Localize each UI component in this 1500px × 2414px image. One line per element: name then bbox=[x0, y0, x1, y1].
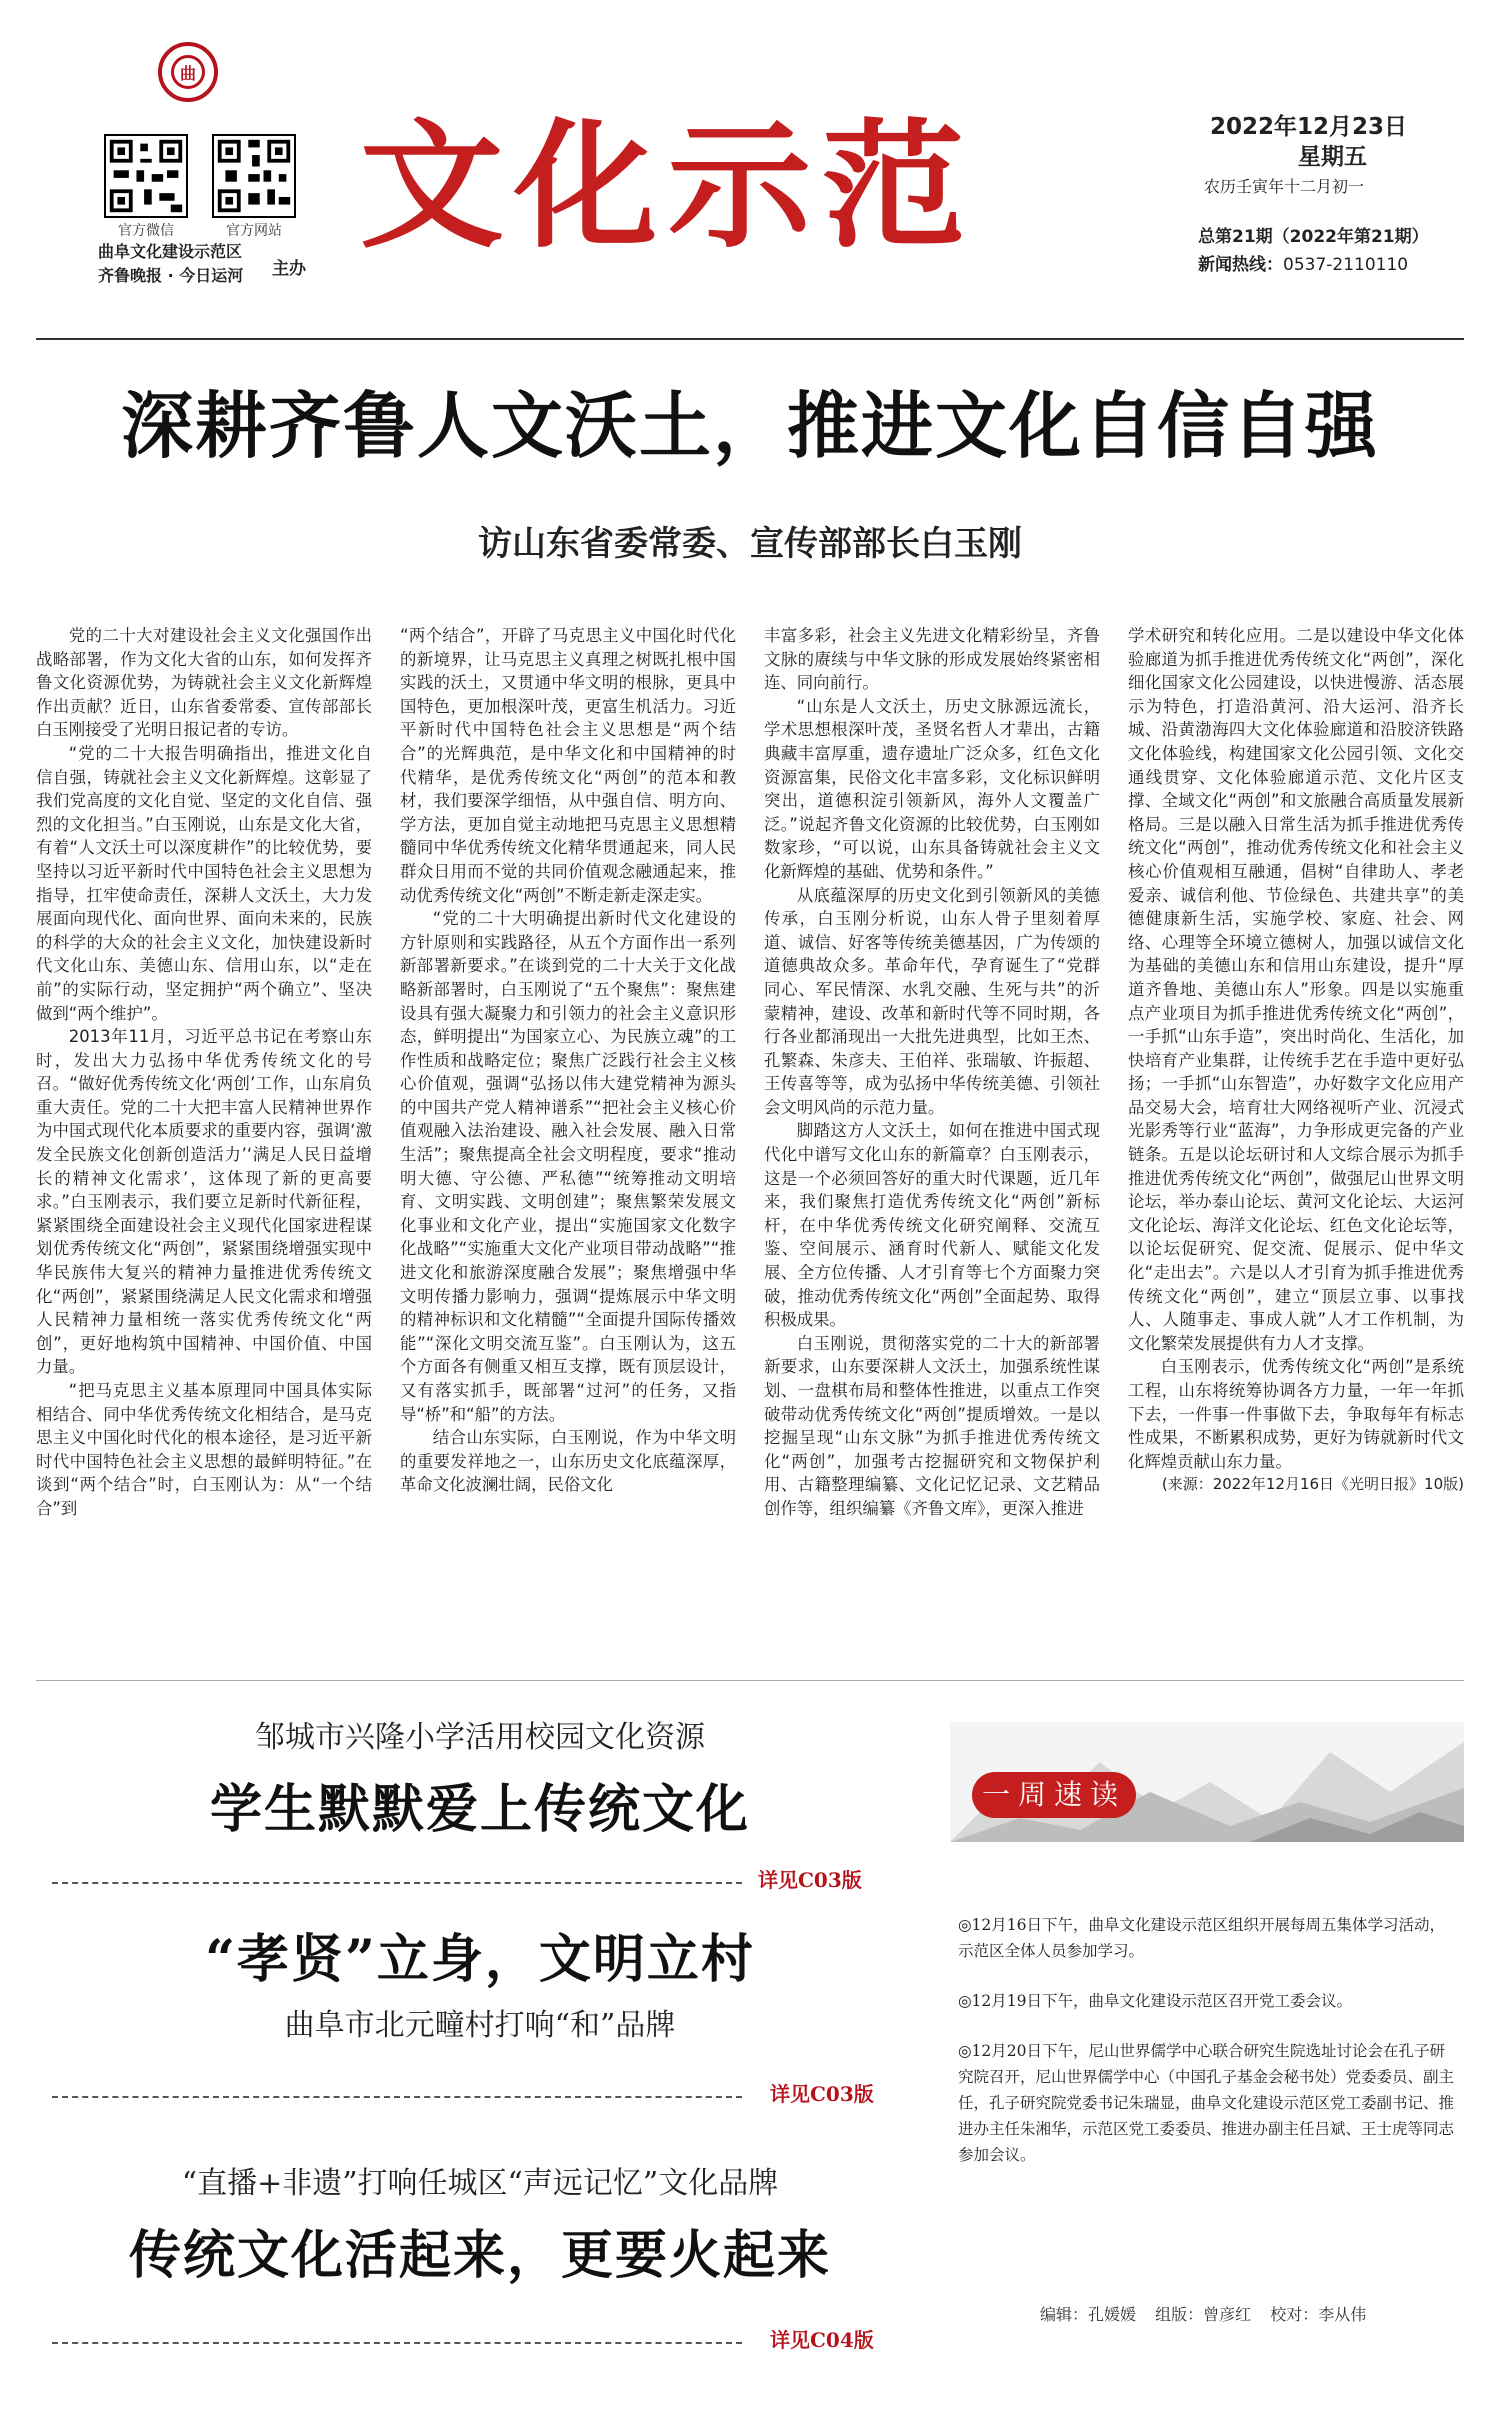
website-qr-label: 官方网站 bbox=[226, 223, 282, 239]
article-column bbox=[400, 624, 736, 1674]
article-paragraph: “党的二十大明确提出新时代文化建设的方针原则和实践路径，从五个方面作出一系列新部署新要求。”在谈到党的二十大关于文化战略新部署时，白玉刚说了“五个聚焦”：聚焦建设具有强大凝聚力和引领力的社会主义意识形态，鲜明提出“为国家立心、为民族立魂”的工作性质和战略定位；聚焦广泛践行社会主义核心价值观，强调“弘扬以伟大建党精神为源头的中国共产党人精神谱系”“把社会主义核心价值观融入法治建设、融入社会发展、融入日常生活”；聚焦提高全社会文明程度，要求“推动明大德、守公德、严私德”“统筹推动文明培育、文明实践、文明创建”；聚焦繁荣发展文化事业和文化产业，提出“实施国家文化数字化战略”“实施重大文化产业项目带动战略”“推进文化和旅游深度融合发展”；聚焦增强中华文明传播力影响力，强调“提炼展示中华文明的精神标识和文化精髓”“全面提升国际传播效能”“深化文明交流互鉴”。白玉刚认为，这五个方面各有侧重又相互支撑，既有顶层设计，又有落实抓手，既部署“过河”的任务，又指导“桥”和“船”的方法。 bbox=[400, 909, 736, 1424]
lunar-date: 农历壬寅年十二月初一 bbox=[1204, 177, 1365, 196]
section-divider bbox=[36, 1680, 1464, 1681]
sponsor-role: 主办 bbox=[272, 259, 306, 279]
sponsor-name: 曲阜文化建设示范区 bbox=[98, 242, 243, 261]
dashed-rule bbox=[52, 2342, 742, 2344]
sponsor-list bbox=[98, 240, 243, 288]
article-paragraph: “山东是人文沃土，历史文脉源远流长，学术思想根深叶茂，圣贤名哲人才辈出，古籍典藏丰富厚重，遗存遗址广泛众多，红色文化资源富集，民俗文化丰富多彩，文化标识鲜明突出，道德积淀引领新风，海外人文覆盖广泛。”说起齐鲁文化资源的比较优势，白玉刚如数家珍，“可以说，山东具备铸就社会主义文化新辉煌的基础、优势和条件。” bbox=[764, 696, 1100, 881]
website-qr-code[interactable] bbox=[212, 134, 296, 218]
teaser-title[interactable]: “孝贤”立身，文明立村 bbox=[205, 1929, 755, 1990]
teaser-title[interactable]: 传统文化活起来，更要火起来 bbox=[128, 2225, 831, 2286]
masthead-divider bbox=[36, 338, 1464, 340]
issue-weekday: 星期五 bbox=[1298, 144, 1367, 170]
wechat-qr-code[interactable] bbox=[104, 134, 188, 218]
article-body bbox=[36, 624, 1464, 1674]
weekly-section-label: 一周速读 bbox=[972, 1772, 1136, 1818]
article-paragraph: 从底蕴深厚的历史文化到引领新风的美德传承，白玉刚分析说，山东人骨子里刻着厚道、诚信、好客等传统美德基因，广为传颂的道德典故众多。革命年代，孕育诞生了“党群同心、军民情深、水乳交融、生死与共”的沂蒙精神，建设、改革和新时代等不同时期，各行各业都涌现出一大批先进典型，比如王杰、孔繁森、朱彦夫、王伯祥、张瑞敏、许振超、王传喜等等，成为弘扬中华传统美德、引领社会文明风尚的示范力量。 bbox=[764, 885, 1100, 1117]
see-page-link[interactable]: 详见C03版 bbox=[770, 2082, 874, 2106]
qr-code-icon bbox=[106, 136, 186, 216]
see-page-link[interactable]: 详见C03版 bbox=[758, 1868, 862, 1892]
article-paragraph: 白玉刚表示，优秀传统文化“两创”是系统工程，山东将统筹协调各方力量，一年一年抓下去，一件事一件事做下去，争取每年有标志性成果，不断累积成势，更好为铸就新时代文化辉煌贡献山东力量。 bbox=[1128, 1357, 1464, 1471]
article-paragraph: “党的二十大报告明确指出，推进文化自信自强，铸就社会主义文化新辉煌。这彰显了我们党高度的文化自觉、坚定的文化自信、强烈的文化担当。”白玉刚说，山东是文化大省，有着“人文沃土可以深度耕作”的比较优势，要坚持以习近平新时代中国特色社会主义思想为指导，扛牢使命责任，深耕人文沃土，大力发展面向现代化、面向世界、面向未来的，民族的科学的大众的社会主义文化，加快建设新时代文化山东、美德山东、信用山东，以“走在前”的实际行动，坚定拥护“两个确立”、坚决做到“两个维护”。 bbox=[36, 743, 372, 1023]
article-paragraph: “把马克思主义基本原理同中国具体实际相结合、同中华优秀传统文化相结合，是马克思主义中国化时代化的根本途径，是习近平新时代中国特色社会主义思想的最鲜明特征。”在谈到“两个结合”时，白玉刚认为：从“一个结合”到 bbox=[36, 1381, 372, 1518]
main-subheadline: 访山东省委常委、宣传部部长白玉刚 bbox=[478, 524, 1022, 564]
article-column bbox=[36, 624, 372, 1674]
issue-number: 总第21期（2022年第21期） bbox=[1198, 227, 1429, 247]
issue-date: 2022年12月23日 bbox=[1210, 114, 1408, 140]
qr-code-icon bbox=[214, 136, 294, 216]
weekly-news-item: ◎12月20日下午，尼山世界儒学中心联合研究生院选址讨论会在孔子研究院召开，尼山世界儒学中心（中国孔子基金会秘书处）党委委员、副主任，孔子研究院党委书记朱瑞显，曲阜文化建设示范区党工委副书记、推进办主任朱湘华，示范区党工委委员、推进办副主任吕斌、王士虎等同志参加会议。 bbox=[958, 2042, 1455, 2164]
weekly-news-item: ◎12月19日下午，曲阜文化建设示范区召开党工委会议。 bbox=[958, 1992, 1352, 2010]
article-paragraph: 党的二十大对建设社会主义文化强国作出战略部署，作为文化大省的山东，如何发挥齐鲁文化资源优势，为铸就社会主义文化新辉煌作出贡献？近日，山东省委常委、宣传部部长白玉刚接受了光明日报记者的专访。 bbox=[36, 626, 372, 740]
layout-credit: 组版：曾彦红 bbox=[1155, 2305, 1252, 2324]
editor-credits bbox=[1040, 2302, 1380, 2325]
teaser-kicker: “直播+非遗”打响任城区“声远记忆”文化品牌 bbox=[181, 2166, 779, 2201]
news-hotline bbox=[1198, 250, 1408, 280]
article-paragraph: 丰富多彩，社会主义先进文化精彩纷呈，齐鲁文脉的赓续与中华文脉的形成发展始终紧密相连、同向前行。 bbox=[764, 626, 1100, 693]
article-source: (来源：2022年12月16日《光明日报》10版) bbox=[1161, 1475, 1464, 1494]
sponsor-name: 齐鲁晚报 · 今日运河 bbox=[98, 266, 244, 285]
teaser-kicker: 邹城市兴隆小学活用校园文化资源 bbox=[255, 1720, 705, 1755]
dashed-rule bbox=[52, 1882, 742, 1884]
emblem-logo-icon: 曲 bbox=[158, 42, 218, 102]
teaser-subtitle: 曲阜市北元疃村打响“和”品牌 bbox=[284, 2008, 676, 2043]
teaser-title[interactable]: 学生默默爱上传统文化 bbox=[209, 1779, 750, 1840]
see-page-link[interactable]: 详见C04版 bbox=[770, 2328, 874, 2352]
article-paragraph: 脚踏这方人文沃土，如何在推进中国式现代化中谱写文化山东的新篇章？白玉刚表示，这是一个必须回答好的重大时代课题，近几年来，我们聚焦打造优秀传统文化“两创”新标杆，在中华优秀传统文化研究阐释、交流互鉴、空间展示、涵育时代新人、赋能文化发展、全方位传播、人才引育等七个方面聚力突破，推动优秀传统文化“两创”全面起势、取得积极成果。 bbox=[764, 1121, 1100, 1330]
wechat-qr-label: 官方微信 bbox=[118, 223, 174, 239]
hotline-label: 新闻热线： bbox=[1198, 255, 1283, 275]
masthead bbox=[0, 0, 1500, 340]
main-headline: 深耕齐鲁人文沃土，推进文化自信自强 bbox=[120, 383, 1379, 468]
issue-date-block bbox=[1198, 112, 1478, 202]
newspaper-nameplate: 文化示范 bbox=[360, 106, 976, 267]
weekly-news-item: ◎12月16日下午，曲阜文化建设示范区组织开展每周五集体学习活动，示范区全体人员参加学习。 bbox=[958, 1916, 1445, 1960]
editor-credit: 编辑：孔媛媛 bbox=[1040, 2305, 1137, 2324]
article-paragraph: 2013年11月，习近平总书记在考察山东时，发出大力弘扬中华优秀传统文化的号召。“做好优秀传统文化‘两创’工作，山东肩负重大责任。党的二十大把丰富人民精神世界作为中国式现代化本质要求的重要内容，强调‘激发全民族文化创新创造活力’‘满足人民日益增长的精神文化需求’，这体现了新的更高要求。”白玉刚表示，我们要立足新时代新征程，紧紧围绕全面建设社会主义现代化国家进程谋划优秀传统文化“两创”，紧紧围绕增强实现中华民族伟大复兴的精神力量推进优秀传统文化“两创”，紧紧围绕满足人民文化需求和增强人民精神力量相统一落实优秀传统文化“两创”，更好地构筑中国精神、中国价值、中国力量。 bbox=[36, 1027, 372, 1377]
article-column bbox=[764, 624, 1100, 1674]
hotline-number: 0537-2110110 bbox=[1283, 255, 1409, 275]
weekly-news-list bbox=[958, 1912, 1458, 2192]
article-column bbox=[1128, 624, 1464, 1674]
article-paragraph: 学术研究和转化应用。二是以建设中华文化体验廊道为抓手推进优秀传统文化“两创”，深化细化国家文化公园建设，以快进慢游、活态展示为特色，打造沿黄河、沿大运河、沿齐长城、沿黄渤海四大文化体验廊道和沿胶济铁路文化体验线，构建国家文化公园引领、文化交通线贯穿、文化体验廊道示范、文化片区支撑、全域文化“两创”和文旅融合高质量发展新格局。三是以融入日常生活为抓手推进优秀传统文化“两创”，推动优秀传统文化和社会主义核心价值观相互融通，倡树“自律助人、孝老爱亲、诚信利他、节俭绿色、共建共享”的美德健康新生活，实施学校、家庭、社会、网络、心理等全环境立德树人，加强以诚信文化为基础的美德山东和信用山东建设，提升“厚道齐鲁地、美德山东人”形象。四是以实施重点产业项目为抓手推进优秀传统文化“两创”，一手抓“山东手造”，突出时尚化、生活化，加快培育产业集群，让传统手艺在手造中更好弘扬；一手抓“山东智造”，办好数字文化应用产品交易大会，培育壮大网络视听产业、沉浸式光影秀等行业“蓝海”，力争形成更完备的产业链条。五是以论坛研讨和人文综合展示为抓手推进优秀传统文化“两创”，做强尼山世界文明论坛，举办泰山论坛、黄河文化论坛、大运河文化论坛、海洋文化论坛、红色文化论坛等，以论坛促研究、促交流、促展示、促中华文化“走出去”。六是以人才引育为抓手推进优秀传统文化“两创”，建立“顶层立事、以事找人、人随事走、事成人就”人才工作机制，为文化繁荣发展提供有力人才支撑。 bbox=[1128, 626, 1464, 1353]
dashed-rule bbox=[52, 2096, 742, 2098]
article-paragraph: 白玉刚说，贯彻落实党的二十大的新部署新要求，山东要深耕人文沃土，加强系统性谋划、一盘棋布局和整体性推进，以重点工作突破带动优秀传统文化“两创”提质增效。一是以挖掘呈现“山东文脉”为抓手推进优秀传统文化“两创”，加强考古挖掘研究和文物保护利用、古籍整理编纂、文化记忆记录、文艺精品创作等，组织编纂《齐鲁文库》，更深入推进 bbox=[764, 1333, 1100, 1518]
proof-credit: 校对：李从伟 bbox=[1270, 2305, 1367, 2324]
article-paragraph: “两个结合”，开辟了马克思主义中国化时代化的新境界，让马克思主义真理之树既扎根中国实践的沃土，又贯通中华文明的根脉，更具中国特色，更加根深叶茂，更富生机活力。习近平新时代中国特色社会主义思想是“两个结合”的光辉典范，是中华文化和中国精神的时代精华，是优秀传统文化“两创”的范本和教材，我们要深学细悟，从中强自信、明方向、学方法，更加自觉主动地把马克思主义思想精髓同中华优秀传统文化精华贯通起来，同人民群众日用而不觉的共同价值观念融通起来，推动优秀传统文化“两创”不断走新走深走实。 bbox=[400, 626, 736, 905]
article-paragraph: 结合山东实际，白玉刚说，作为中华文明的重要发祥地之一，山东历史文化底蕴深厚，革命文化波澜壮阔，民俗文化 bbox=[400, 1428, 736, 1495]
